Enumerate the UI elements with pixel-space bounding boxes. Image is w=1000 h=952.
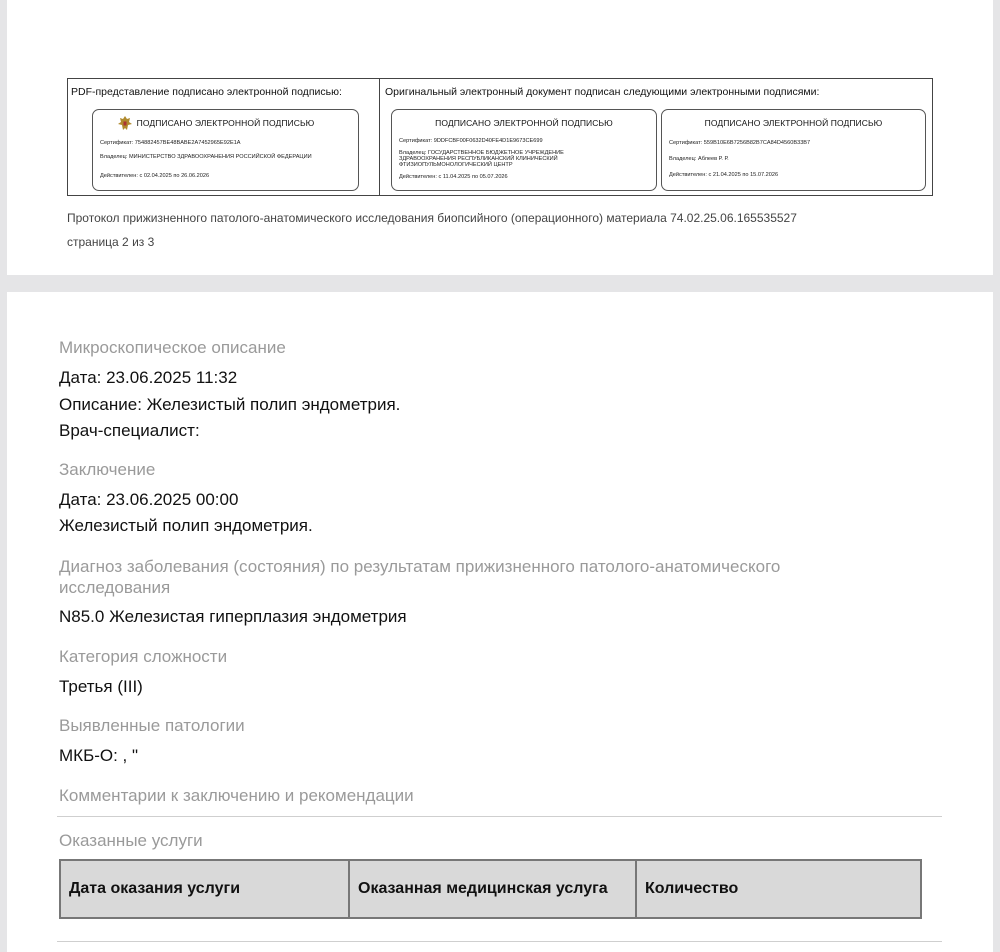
diagnosis-text: N85.0 Железистая гиперплазия эндометрия [59,607,407,626]
stamp-owner: Владелец: Аблеев Р. Р. [669,156,729,162]
pdf-signature-heading: PDF-представление подписано электронной подписью: [71,86,342,98]
conclusion-date: Дата: 23.06.2025 00:00 [59,490,239,509]
stamp-owner: Владелец: ГОСУДАРСТВЕННОЕ БЮДЖЕТНОЕ УЧРЕЖДЕНИЕ ЗДРАВООХРАНЕНИЯ РЕСПУБЛИКАНСКИЙ КЛИНИЧЕСКИЙ ФТИЗИОПУЛЬМОНОЛОГИЧЕСКИЙ ЦЕНТР [399,150,564,169]
column-header-date: Дата оказания услуги [69,880,241,897]
pdf-page-current [7,292,993,952]
column-header-quantity: Количество [635,861,920,917]
page-number: страница 2 из 3 [67,235,155,249]
signature-divider [379,79,380,195]
signature-stamp-center [391,109,657,191]
micro-description: Описание: Железистый полип эндометрия. [59,395,401,414]
pathologies-text: МКБ-О: , " [59,746,139,765]
stamp-validity: Действителен: с 11.04.2025 по 05.07.2026 [399,174,508,180]
stamp-title: ПОДПИСАНО ЭЛЕКТРОННОЙ ПОДПИСЬЮ [435,118,613,128]
stamp-title: ПОДПИСАНО ЭЛЕКТРОННОЙ ПОДПИСЬЮ [136,118,315,128]
stamp-certificate: Сертификат: 559B10E6B7256B82B7CA84D4560B33B7 [669,140,811,146]
conclusion-text: Железистый полип эндометрия. [59,516,313,535]
complexity-label: Категория сложности [59,647,228,666]
micro-label: Микроскопическое описание [59,338,286,357]
signature-stamp-doctor [661,109,926,191]
protocol-title: Протокол прижизненного патолого-анатомического исследования биопсийного (операционного) материала 74.02.25.06.165535527 [67,211,797,225]
signature-block [67,78,933,196]
micro-doctor: Врач-специалист: [59,421,200,440]
stamp-validity: Действителен: с 02.04.2025 по 26.06.2026 [100,173,210,179]
pathologies-label: Выявленные патологии [59,716,245,735]
original-signatures-heading: Оригинальный электронный документ подписан следующими электронными подписями: [385,86,820,98]
section-divider [57,816,942,817]
micro-date: Дата: 23.06.2025 11:32 [59,368,238,387]
stamp-validity: Действителен: с 21.04.2025 по 15.07.2026 [669,172,779,178]
stamp-certificate: Сертификат: 9DDFCBF00F0632D40FE4D1E9673CE699 [399,138,543,144]
column-header-service: Оказанная медицинская услуга [348,861,635,917]
conclusion-label: Заключение [59,460,156,479]
stamp-certificate: Сертификат: 754882457BE48BABE2A7452965E92E1A [100,140,241,146]
complexity-text: Третья (III) [59,677,143,696]
signature-stamp-ministry [92,109,359,191]
stamp-title: ПОДПИСАНО ЭЛЕКТРОННОЙ ПОДПИСЬЮ [704,118,883,128]
services-label: Оказанные услуги [59,831,203,850]
comments-label: Комментарии к заключению и рекомендации [59,786,414,805]
services-table-header [59,859,922,919]
diagnosis-label-cont: исследования [59,578,171,597]
diagnosis-label: Диагноз заболевания (состояния) по результатам прижизненного патолого-анатомического [59,557,781,576]
stamp-owner: Владелец: МИНИСТЕРСТВО ЗДРАВООХРАНЕНИЯ РОССИЙСКОЙ ФЕДЕРАЦИИ [100,154,312,160]
pdf-page-previous [7,0,993,275]
bottom-divider [57,941,942,942]
